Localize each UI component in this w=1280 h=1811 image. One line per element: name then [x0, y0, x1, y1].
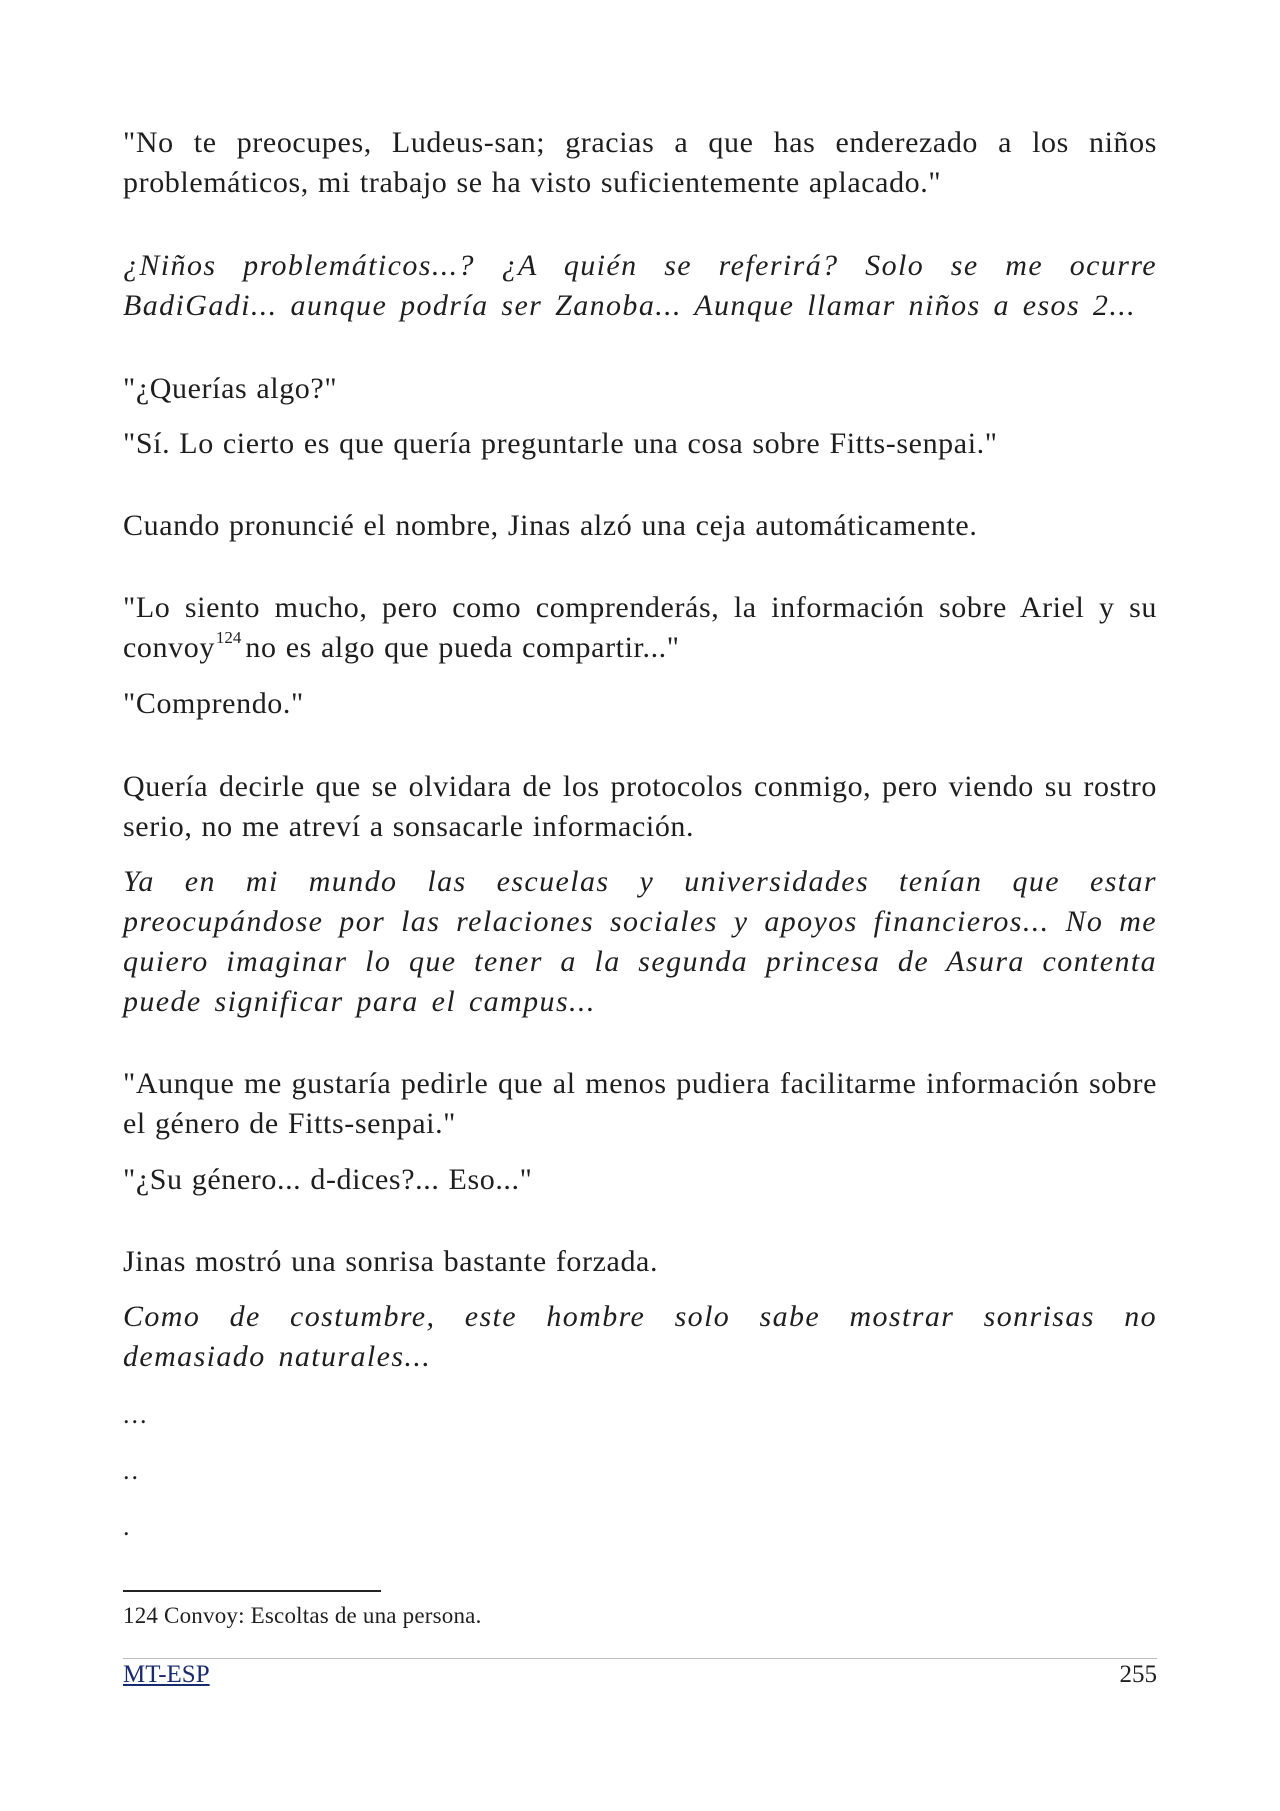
page-number: 255: [1119, 1661, 1157, 1688]
paragraph-9-thought: Ya en mi mundo las escuelas y universidades tenían que estar preocupándose por las relaciones sociales y apoyos financieros... No me quiero imaginar lo que tener a la segunda princesa de Asura contenta puede significar para el campus...: [123, 865, 1157, 1018]
footer-divider: [123, 1658, 1157, 1659]
document-page: [123, 0, 1157, 1811]
paragraph-10: "Aunque me gustaría pedirle que al menos pudiera facilitarme información sobre el género de Fitts-senpai.": [123, 1067, 1157, 1140]
paragraph-5: Cuando pronuncié el nombre, Jinas alzó una ceja automáticamente.: [123, 509, 978, 542]
paragraph-12: Jinas mostró una sonrisa bastante forzada.: [123, 1245, 659, 1278]
paragraph-4: "Sí. Lo cierto es que quería preguntarle una cosa sobre Fitts-senpai.": [123, 427, 998, 460]
footer-site-link[interactable]: MT-ESP: [123, 1661, 210, 1688]
scene-break-ellipsis-3: .: [123, 1512, 132, 1541]
footnote-text: 124 Convoy: Escoltas de una persona.: [123, 1603, 482, 1628]
scene-break-ellipsis-2: ..: [123, 1456, 140, 1485]
paragraph-2-thought: ¿Niños problemáticos...? ¿A quién se referirá? Solo se me ocurre BadiGadi... aunque podría ser Zanoba... Aunque llamar niños a esos 2...: [123, 249, 1157, 322]
paragraph-6-text-after: no es algo que pueda compartir...": [245, 631, 680, 664]
paragraph-8: Quería decirle que se olvidara de los protocolos conmigo, pero viendo su rostro serio, no me atreví a sonsacarle información.: [123, 770, 1157, 843]
paragraph-7: "Comprendo.": [123, 687, 304, 720]
paragraph-1: "No te preocupes, Ludeus-san; gracias a que has enderezado a los niños problemáticos, mi trabajo se ha visto suficientemente aplacado.": [123, 126, 1157, 199]
footnote-reference: 124: [215, 628, 242, 647]
paragraph-6: [123, 588, 1157, 672]
paragraph-6-text-before: "Lo siento mucho, pero como comprenderás, la información sobre Ariel y su convoy: [123, 591, 1157, 664]
paragraph-11: "¿Su género... d-dices?... Eso...": [123, 1163, 533, 1196]
scene-break-ellipsis-1: ...: [123, 1400, 149, 1429]
paragraph-3: "¿Querías algo?": [123, 372, 338, 405]
footnote-separator: [123, 1590, 381, 1592]
paragraph-13-thought: Como de costumbre, este hombre solo sabe mostrar sonrisas no demasiado naturales...: [123, 1300, 1157, 1373]
